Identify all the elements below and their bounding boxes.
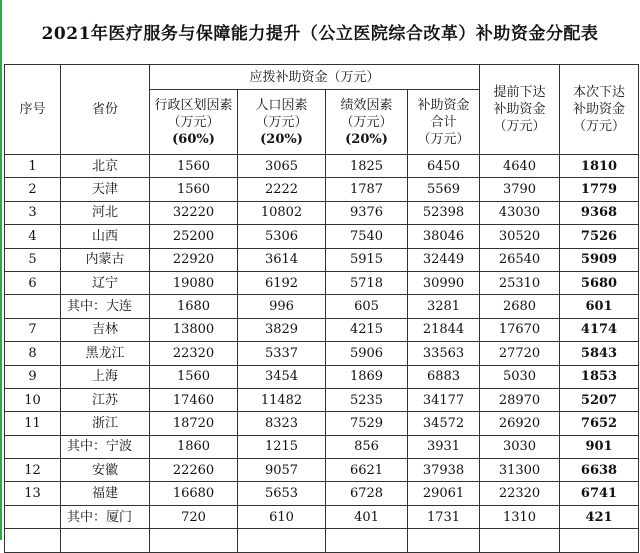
cell-population: 5653 [238,482,326,505]
cell-seq: 11 [5,412,61,435]
cell-current: 601 [560,295,639,318]
table-row [5,155,639,178]
cell-admin: 18720 [150,412,238,435]
header-performance-line: 绩效因素 [340,97,393,113]
cell-performance: 5915 [326,248,408,271]
cell-seq: 10 [5,388,61,411]
cell-admin: 720 [150,505,238,528]
table-row [5,388,639,411]
allocation-table [4,64,639,553]
cell-seq [5,505,61,528]
cell-population: 3829 [238,318,326,341]
cell-advance: 2680 [480,295,560,318]
cell-advance: 27720 [480,342,560,365]
cell-population: 11482 [238,388,326,411]
header-advance [480,65,560,155]
cell-seq: 2 [5,178,61,201]
cell-population: 1215 [238,435,326,458]
cell-current: 5909 [560,248,639,271]
left-accent-bar [0,0,2,540]
cell-population: 3065 [238,155,326,178]
table-row [5,178,639,201]
cell-admin: 1680 [150,295,238,318]
table-row [5,225,639,248]
header-seq: 序号 [5,65,61,155]
cell-subtotal: 29061 [408,482,480,505]
cell-advance: 1310 [480,505,560,528]
header-population [238,90,326,155]
cell-seq [5,529,61,552]
cell-subtotal: 34177 [408,388,480,411]
cell-subtotal: 1731 [408,505,480,528]
cell-current: 901 [560,435,639,458]
header-admin-line: (60%) [172,131,215,147]
cell-seq: 9 [5,365,61,388]
cell-seq: 3 [5,201,61,224]
table-row [5,435,639,458]
table-row [5,295,639,318]
cell-admin: 25200 [150,225,238,248]
cell-performance: 7529 [326,412,408,435]
cell-province: 黑龙江 [61,342,150,365]
cell-province: 北京 [61,155,150,178]
header-subtotal-line: 合计 [430,114,457,130]
cell-subtotal: 6450 [408,155,480,178]
cell-subtotal: 21844 [408,318,480,341]
cell-advance: 4640 [480,155,560,178]
header-province: 省份 [61,65,150,155]
cell-performance: 1869 [326,365,408,388]
cell-current: 1810 [560,155,639,178]
cell-performance: 6728 [326,482,408,505]
table-row [5,412,639,435]
cell-admin: 22320 [150,342,238,365]
header-admin [150,90,238,155]
cell-performance: 5235 [326,388,408,411]
header-subtotal [408,90,480,155]
table-row [5,248,639,271]
cell-subtotal [408,529,480,552]
cell-advance: 22320 [480,482,560,505]
cell-province: 其中：大连 [61,295,150,318]
cell-seq: 5 [5,248,61,271]
cell-performance: 1825 [326,155,408,178]
cell-performance: 5718 [326,271,408,294]
cell-admin: 19080 [150,271,238,294]
cell-current: 7526 [560,225,639,248]
cell-current: 9368 [560,201,639,224]
cell-current: 5680 [560,271,639,294]
cell-admin: 1560 [150,155,238,178]
header-advance-line: 补助资金 [493,102,546,117]
cell-province: 浙江 [61,412,150,435]
cell-province [61,529,150,552]
cell-advance: 30520 [480,225,560,248]
cell-admin: 22260 [150,459,238,482]
cell-advance: 43030 [480,201,560,224]
cell-admin: 16680 [150,482,238,505]
header-population-line: 人口因素 [255,97,308,113]
cell-admin: 13800 [150,318,238,341]
cell-province: 吉林 [61,318,150,341]
cell-performance: 5906 [326,342,408,365]
cell-admin: 1860 [150,435,238,458]
table-row [5,342,639,365]
cell-admin [150,529,238,552]
cell-current: 1779 [560,178,639,201]
cell-province: 辽宁 [61,271,150,294]
cell-advance: 5030 [480,365,560,388]
cell-population: 996 [238,295,326,318]
cell-subtotal: 32449 [408,248,480,271]
cell-current: 1853 [560,365,639,388]
table-row [5,459,639,482]
header-population-line: (20%) [260,131,303,147]
cell-advance: 17670 [480,318,560,341]
table-row [5,529,639,552]
cell-current: 6638 [560,459,639,482]
cell-advance: 3030 [480,435,560,458]
header-current-line: 本次下达 [573,85,626,100]
cell-population: 3454 [238,365,326,388]
cell-province: 其中：厦门 [61,505,150,528]
cell-subtotal: 34572 [408,412,480,435]
header-advance-line: 提前下达 [493,85,546,100]
table-row [5,271,639,294]
cell-population: 5306 [238,225,326,248]
table-row [5,318,639,341]
cell-performance: 856 [326,435,408,458]
cell-population: 8323 [238,412,326,435]
cell-current: 7652 [560,412,639,435]
cell-performance: 7540 [326,225,408,248]
cell-population: 3614 [238,248,326,271]
header-performance-line: （万元） [340,114,393,130]
table-row [5,505,639,528]
cell-province: 山西 [61,225,150,248]
cell-population: 2222 [238,178,326,201]
cell-current: 5207 [560,388,639,411]
cell-subtotal: 52398 [408,201,480,224]
cell-admin: 17460 [150,388,238,411]
table-row [5,365,639,388]
cell-subtotal: 38046 [408,225,480,248]
cell-subtotal: 5569 [408,178,480,201]
cell-province: 福建 [61,482,150,505]
cell-province: 安徽 [61,459,150,482]
cell-subtotal: 37938 [408,459,480,482]
cell-current: 4174 [560,318,639,341]
header-current-line: 补助资金 [573,102,626,117]
cell-performance: 605 [326,295,408,318]
header-current-line: （万元） [573,119,626,134]
cell-province: 江苏 [61,388,150,411]
cell-seq: 8 [5,342,61,365]
header-population-line: （万元） [255,114,308,130]
cell-subtotal: 30990 [408,271,480,294]
cell-current: 6741 [560,482,639,505]
cell-population: 6192 [238,271,326,294]
cell-subtotal: 6883 [408,365,480,388]
cell-seq: 6 [5,271,61,294]
cell-population: 10802 [238,201,326,224]
header-advance-line: （万元） [493,119,546,134]
cell-population: 9057 [238,459,326,482]
cell-province: 其中：宁波 [61,435,150,458]
cell-advance: 3790 [480,178,560,201]
cell-advance: 31300 [480,459,560,482]
cell-population: 610 [238,505,326,528]
cell-performance: 4215 [326,318,408,341]
cell-current [560,529,639,552]
cell-current: 421 [560,505,639,528]
cell-performance: 401 [326,505,408,528]
cell-seq [5,295,61,318]
header-admin-line: 行政区划因素 [154,97,233,113]
header-performance-line: (20%) [345,131,388,147]
cell-population: 5337 [238,342,326,365]
table-row [5,482,639,505]
cell-performance [326,529,408,552]
cell-advance: 28970 [480,388,560,411]
header-subtotal-line: （万元） [417,131,470,147]
cell-seq [5,435,61,458]
cell-subtotal: 3931 [408,435,480,458]
cell-admin: 1560 [150,178,238,201]
cell-seq: 1 [5,155,61,178]
cell-admin: 32220 [150,201,238,224]
cell-admin: 1560 [150,365,238,388]
cell-province: 内蒙古 [61,248,150,271]
cell-province: 上海 [61,365,150,388]
cell-seq: 13 [5,482,61,505]
page-title: 2021年医疗服务与保障能力提升（公立医院综合改革）补助资金分配表 [41,23,599,44]
header-current [560,65,639,155]
cell-advance: 25310 [480,271,560,294]
cell-performance: 1787 [326,178,408,201]
cell-performance: 9376 [326,201,408,224]
cell-current: 5843 [560,342,639,365]
cell-subtotal: 33563 [408,342,480,365]
cell-advance: 26540 [480,248,560,271]
cell-province: 天津 [61,178,150,201]
cell-province: 河北 [61,201,150,224]
cell-seq: 4 [5,225,61,248]
cell-advance: 26920 [480,412,560,435]
cell-seq: 12 [5,459,61,482]
cell-performance: 6621 [326,459,408,482]
cell-population [238,529,326,552]
cell-seq: 7 [5,318,61,341]
header-subtotal-line: 补助资金 [417,97,470,113]
cell-subtotal: 3281 [408,295,480,318]
table-row [5,201,639,224]
cell-admin: 22920 [150,248,238,271]
header-performance [326,90,408,155]
cell-advance [480,529,560,552]
header-group-allocated: 应拨补助资金（万元） [150,65,480,90]
header-admin-line: （万元） [167,114,220,130]
